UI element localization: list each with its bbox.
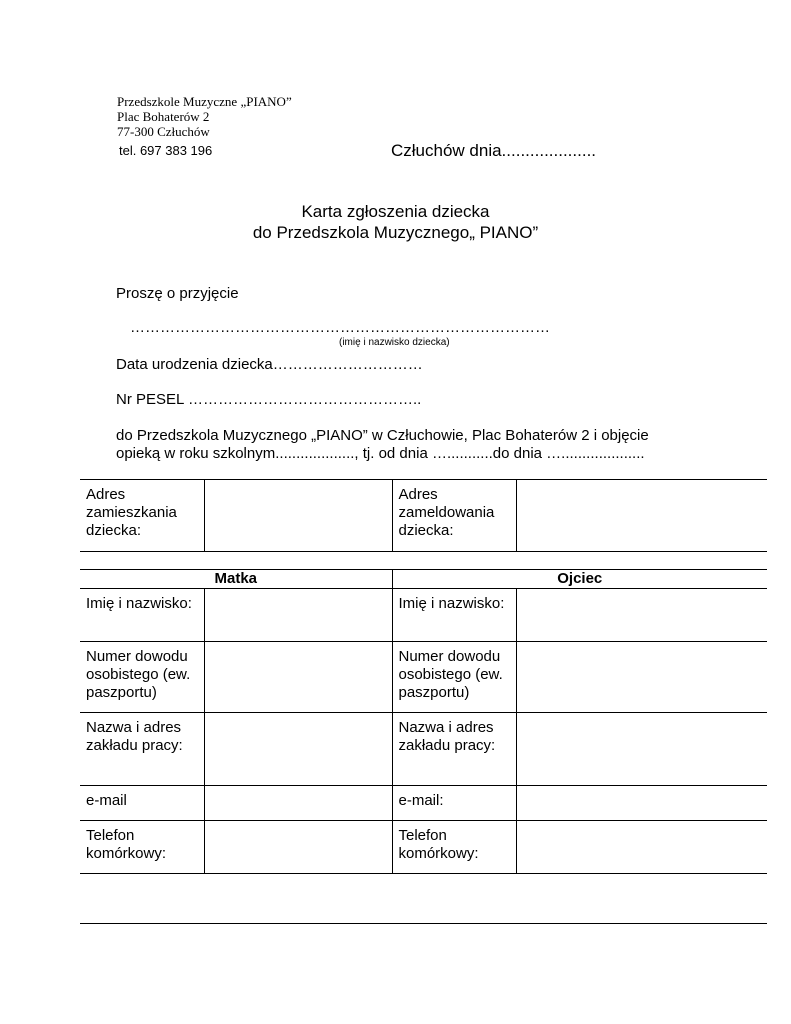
father-email-cell[interactable] — [516, 786, 767, 821]
residence-label: Adres zamieszkania dziecka: — [80, 480, 204, 552]
school-phone: tel. 697 383 196 — [119, 143, 213, 158]
father-phone-cell[interactable] — [516, 821, 767, 874]
table-row — [80, 589, 767, 642]
school-name: Przedszkole Muzyczne „PIANO” — [117, 94, 292, 109]
mother-id-cell[interactable] — [204, 642, 392, 713]
request-text: Proszę o przyjęcie — [116, 285, 239, 302]
address-row — [80, 480, 767, 552]
bottom-divider — [80, 923, 767, 924]
place-and-date: Człuchów dnia.................... — [391, 141, 597, 160]
father-phone-label: Telefon komórkowy: — [392, 821, 516, 874]
table-row — [80, 821, 767, 874]
mother-name-label: Imię i nazwisko: — [80, 589, 204, 642]
residence-value-cell[interactable] — [204, 480, 392, 552]
form-title-line1: Karta zgłoszenia dziecka — [301, 202, 490, 221]
registered-label: Adres zameldowania dziecka: — [392, 480, 516, 552]
parents-table — [80, 569, 767, 874]
birth-date-field[interactable]: Data urodzenia dziecka………………………… — [116, 356, 423, 373]
pesel-field[interactable]: Nr PESEL ……………………………………….. — [116, 391, 422, 408]
parents-header-row — [80, 570, 767, 589]
mother-id-label: Numer dowodu osobistego (ew. paszportu) — [80, 642, 204, 713]
table-row — [80, 713, 767, 786]
mother-name-cell[interactable] — [204, 589, 392, 642]
father-id-label: Numer dowodu osobistego (ew. paszportu) — [392, 642, 516, 713]
admission-text-line2[interactable]: opieką w roku szkolnym..................., tj. od dnia …...........do dnia ….................... — [116, 445, 645, 462]
father-name-label: Imię i nazwisko: — [392, 589, 516, 642]
table-row — [80, 786, 767, 821]
address-table — [80, 479, 767, 552]
father-email-label: e-mail: — [392, 786, 516, 821]
mother-workplace-cell[interactable] — [204, 713, 392, 786]
father-workplace-label: Nazwa i adres zakładu pracy: — [392, 713, 516, 786]
mother-phone-cell[interactable] — [204, 821, 392, 874]
father-header: Ojciec — [392, 570, 767, 589]
father-id-cell[interactable] — [516, 642, 767, 713]
school-street: Plac Bohaterów 2 — [117, 109, 210, 124]
admission-text-line1: do Przedszkola Muzycznego „PIANO” w Człuchowie, Plac Bohaterów 2 i objęcie — [116, 427, 649, 444]
form-title-line2: do Przedszkola Muzycznego„ PIANO” — [252, 223, 539, 242]
child-name-field[interactable]: ………………………………………………………………………… — [130, 319, 550, 336]
father-workplace-cell[interactable] — [516, 713, 767, 786]
father-name-cell[interactable] — [516, 589, 767, 642]
registered-value-cell[interactable] — [516, 480, 767, 552]
child-name-caption: (imię i nazwisko dziecka) — [339, 337, 450, 348]
mother-email-label: e-mail — [80, 786, 204, 821]
mother-workplace-label: Nazwa i adres zakładu pracy: — [80, 713, 204, 786]
mother-phone-label: Telefon komórkowy: — [80, 821, 204, 874]
mother-email-cell[interactable] — [204, 786, 392, 821]
school-postal-city: 77-300 Człuchów — [117, 124, 210, 139]
table-row — [80, 642, 767, 713]
mother-header: Matka — [80, 570, 392, 589]
